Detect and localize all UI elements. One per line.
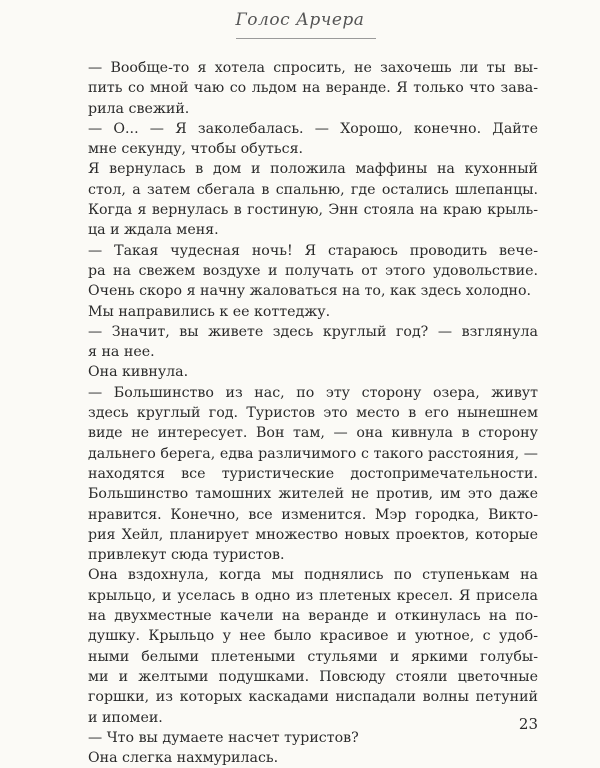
- text-line: — Что вы думаете насчет туристов?: [88, 729, 359, 746]
- text-line: Она кивнула.: [88, 364, 189, 381]
- paragraph: [62, 362, 538, 382]
- text-line: ца и ждала меня.: [88, 222, 219, 239]
- text-line: — Большинство из нас, по эту сторону озера, живут: [88, 384, 538, 401]
- text-line: Когда я вернулась в гостиную, Энн стояла на краю крыль-: [88, 202, 538, 219]
- paragraph: [62, 241, 538, 302]
- text-line: крыльцо, и уселась в одно из плетеных кресел. Я присела: [88, 587, 538, 604]
- text-line: стол, а затем сбегала в спальню, где остались шлепанцы.: [88, 181, 538, 198]
- text-line: нравится. Конечно, все изменится. Мэр городка, Викто-: [88, 506, 538, 523]
- text-line: рия Хейл, планирует множество новых проектов, которые: [88, 526, 538, 543]
- paragraph: [62, 728, 538, 748]
- paragraph: [62, 565, 538, 727]
- paragraph: [62, 159, 538, 240]
- text-line: Она слегка нахмурилась.: [88, 750, 279, 767]
- text-line: ра на свежем воздухе и получать от этого удовольствие.: [88, 262, 538, 279]
- text-line: дальнего берега, едва различимого с такого расстояния, —: [88, 445, 538, 462]
- text-line: привлекут сюда туристов.: [88, 547, 285, 564]
- running-head-rule: [236, 38, 376, 39]
- paragraph: [62, 58, 538, 119]
- text-line: мне секунду, чтобы обуться.: [88, 141, 304, 158]
- text-line: Очень скоро я начну жаловаться на то, как здесь холодно.: [88, 283, 532, 300]
- text-line: пить со мной чаю со льдом на веранде. Я только что зава-: [88, 80, 538, 97]
- text-line: рила свежий.: [88, 100, 190, 117]
- page-number: 23: [518, 715, 538, 733]
- text-line: горшки, из которых каскадами ниспадали волны петуний: [88, 689, 538, 706]
- paragraph: [62, 383, 538, 566]
- text-line: Я вернулась в дом и положила маффины на кухонный: [88, 161, 538, 178]
- text-line: Мы направились к ее коттеджу.: [88, 303, 331, 320]
- text-line: находятся все туристические достопримечательности.: [88, 465, 538, 482]
- paragraph: [62, 302, 538, 322]
- text-line: — О... — Я заколебалась. — Хорошо, конечно. Дайте: [88, 120, 538, 137]
- paragraph: [62, 322, 538, 363]
- text-line: Большинство тамошних жителей не против, им это даже: [88, 486, 538, 503]
- text-line: ными белыми плетеными стульями и яркими голубы-: [88, 648, 538, 665]
- text-line: и ипомеи.: [88, 709, 163, 726]
- paragraph: [62, 119, 538, 160]
- text-line: — Вообще-то я хотела спросить, не захочешь ли ты вы-: [88, 60, 538, 76]
- text-line: я на нее.: [88, 344, 155, 361]
- text-line: виде не интересует. Вон там, — она кивнула в сторону: [88, 425, 538, 442]
- text-line: Она вздохнула, когда мы поднялись по ступенькам на: [88, 567, 538, 584]
- running-head: Голос Арчера: [235, 10, 365, 30]
- text-line: — Значит, вы живете здесь круглый год? — взглянула: [88, 323, 538, 340]
- text-line: душку. Крыльцо у нее было красивое и уютное, с удоб-: [88, 628, 538, 645]
- text-line: — Такая чудесная ночь! Я стараюсь проводить вече-: [88, 242, 538, 259]
- text-line: ми и желтыми подушками. Повсюду стояли цветочные: [88, 668, 538, 685]
- text-line: здесь круглый год. Туристов это место в его нынешнем: [88, 405, 538, 422]
- body-text: [62, 58, 538, 768]
- text-line: на двухместные качели на веранде и откинулась на по-: [88, 608, 538, 625]
- paragraph: [62, 748, 538, 768]
